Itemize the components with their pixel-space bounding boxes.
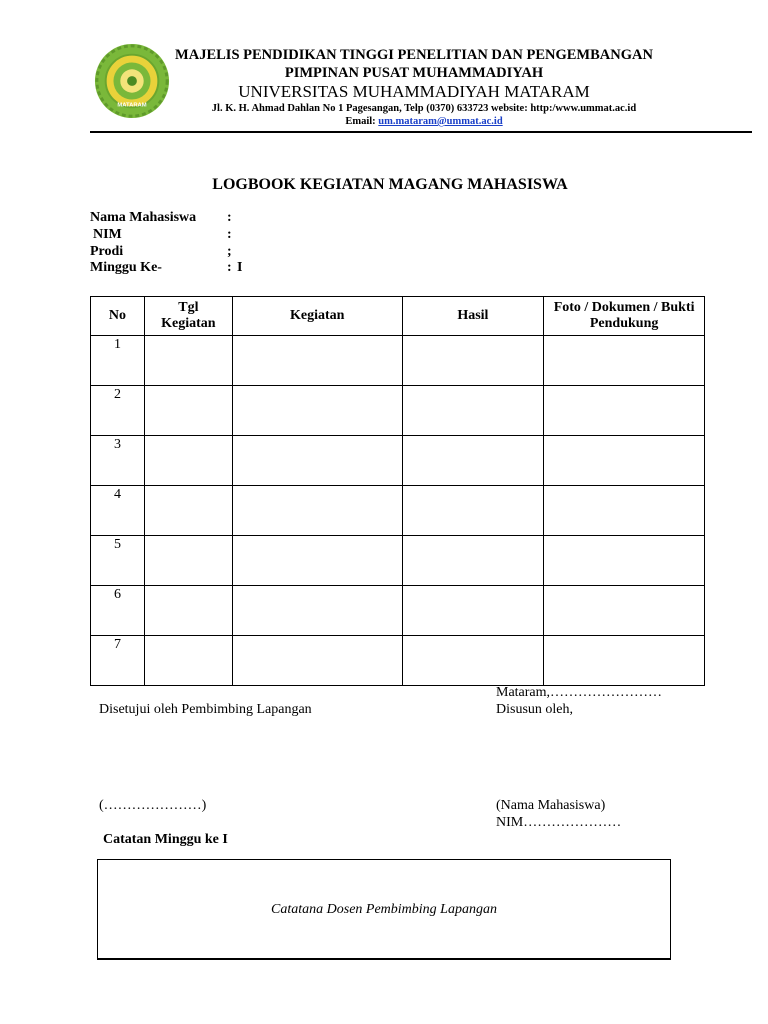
cell-result[interactable] <box>402 336 544 386</box>
cell-date[interactable] <box>144 436 232 486</box>
cell-date[interactable] <box>144 586 232 636</box>
header-line-2: PIMPINAN PUSAT MUHAMMADIYAH <box>284 65 544 81</box>
email-label: Email: <box>345 116 376 127</box>
cell-activity[interactable] <box>232 636 402 686</box>
cell-date[interactable] <box>144 536 232 586</box>
cell-evidence[interactable] <box>544 386 705 436</box>
cell-evidence[interactable] <box>544 636 705 686</box>
field-sep-week: : <box>227 260 232 275</box>
header-rule <box>90 131 752 133</box>
cell-activity[interactable] <box>232 436 402 486</box>
col-header-evidence: Foto / Dokumen / Bukti Pendukung <box>544 297 705 336</box>
table-header-row <box>91 297 705 336</box>
compiled-by-label: Disusun oleh, <box>496 702 573 717</box>
table-row <box>91 336 705 386</box>
cell-date[interactable] <box>144 386 232 436</box>
supervisor-notes-box[interactable] <box>97 859 671 960</box>
field-sep-nim: : <box>227 227 232 242</box>
row-number: 1 <box>91 336 145 386</box>
field-label-week: Minggu Ke- <box>90 260 162 275</box>
cell-result[interactable] <box>402 386 544 436</box>
table-row <box>91 486 705 536</box>
notes-box-text: Catatana Dosen Pembimbing Lapangan <box>271 902 497 917</box>
field-label-nim: NIM <box>93 227 122 242</box>
table-row <box>91 636 705 686</box>
document-title: LOGBOOK KEGIATAN MAGANG MAHASISWA <box>212 176 568 193</box>
col-header-result: Hasil <box>402 297 544 336</box>
university-name: UNIVERSITAS MUHAMMADIYAH MATARAM <box>238 82 590 101</box>
header-email-line <box>0 116 768 127</box>
cell-result[interactable] <box>402 536 544 586</box>
table-row <box>91 536 705 586</box>
table-row <box>91 436 705 486</box>
cell-result[interactable] <box>402 486 544 536</box>
email-link[interactable]: um.mataram@ummat.ac.id <box>378 116 503 127</box>
table-row <box>91 386 705 436</box>
cell-evidence[interactable] <box>544 486 705 536</box>
header-address: Jl. K. H. Ahmad Dahlan No 1 Pagesangan, Telp (0370) 633723 website: http:/www.ummat.ac.id <box>211 103 637 114</box>
table-row <box>91 586 705 636</box>
student-nim-blank: NIM………………… <box>496 815 622 830</box>
field-sep-name: : <box>227 210 232 225</box>
cell-activity[interactable] <box>232 386 402 436</box>
cell-date[interactable] <box>144 336 232 386</box>
row-number: 4 <box>91 486 145 536</box>
cell-evidence[interactable] <box>544 586 705 636</box>
cell-evidence[interactable] <box>544 536 705 586</box>
field-label-prodi: Prodi <box>90 244 124 259</box>
cell-evidence[interactable] <box>544 336 705 386</box>
logbook-table <box>90 296 705 686</box>
notes-heading: Catatan Minggu ke I <box>103 832 228 847</box>
row-number: 6 <box>91 586 145 636</box>
cell-result[interactable] <box>402 636 544 686</box>
row-number: 7 <box>91 636 145 686</box>
approved-by-label: Disetujui oleh Pembimbing Lapangan <box>99 702 312 717</box>
col-header-date: Tgl Kegiatan <box>144 297 232 336</box>
cell-evidence[interactable] <box>544 436 705 486</box>
logo-text: MATARAM <box>117 102 147 109</box>
cell-activity[interactable] <box>232 586 402 636</box>
col-header-activity: Kegiatan <box>232 297 402 336</box>
cell-date[interactable] <box>144 486 232 536</box>
cell-activity[interactable] <box>232 536 402 586</box>
supervisor-name-blank: (…………………) <box>99 798 207 813</box>
row-number: 5 <box>91 536 145 586</box>
col-header-no: No <box>91 297 145 336</box>
cell-activity[interactable] <box>232 486 402 536</box>
cell-activity[interactable] <box>232 336 402 386</box>
cell-result[interactable] <box>402 586 544 636</box>
student-name-placeholder: (Nama Mahasiswa) <box>496 798 606 813</box>
row-number: 3 <box>91 436 145 486</box>
field-value-week: I <box>237 260 243 275</box>
field-label-name: Nama Mahasiswa <box>90 210 197 225</box>
cell-date[interactable] <box>144 636 232 686</box>
field-sep-prodi: ; <box>227 244 232 259</box>
row-number: 2 <box>91 386 145 436</box>
place-date: Mataram,…………………… <box>496 685 663 700</box>
cell-result[interactable] <box>402 436 544 486</box>
header-line-1: MAJELIS PENDIDIKAN TINGGI PENELITIAN DAN PENGEMBANGAN <box>175 47 653 63</box>
